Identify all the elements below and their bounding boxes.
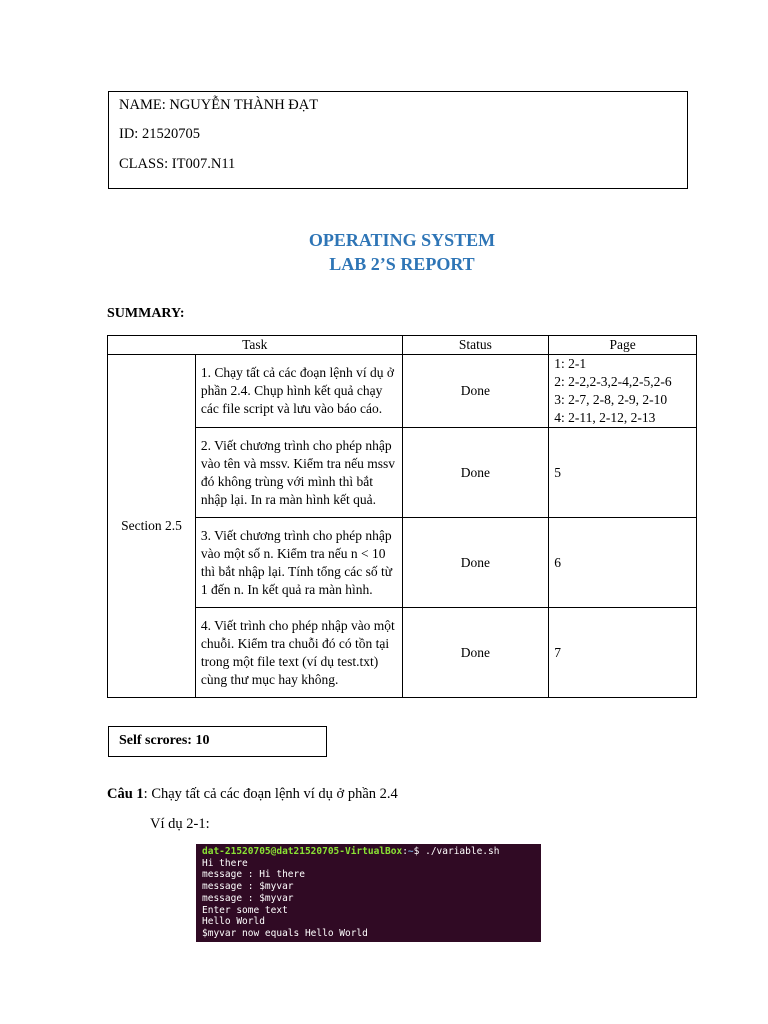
terminal-output-line: message : Hi there <box>202 869 305 881</box>
student-id: ID: 21520705 <box>119 126 200 142</box>
task-cell: 3. Viết chương trình cho phép nhập vào một số n. Kiểm tra nếu n < 10 thì bắt nhập lại. Tính tổng các số từ 1 đến n. In kết quả ra màn hình. <box>195 518 402 608</box>
question-label: Câu 1 <box>107 786 144 802</box>
header-status: Status <box>402 336 549 355</box>
page-cell <box>549 355 697 428</box>
section-cell: Section 2.5 <box>108 355 196 698</box>
terminal-output-line: message : $myvar <box>202 892 294 904</box>
terminal-prompt-user: dat-21520705@dat21520705-VirtualBox <box>202 846 403 857</box>
page-line: 2: 2-2,2-3,2-4,2-5,2-6 <box>554 374 672 389</box>
self-score-box: Self scrores: 10 <box>108 726 327 757</box>
task-cell: 2. Viết chương trình cho phép nhập vào tên và mssv. Kiểm tra nếu mssv đó không trùng với mình thì bắt nhập lại. In ra màn hình kết quả. <box>195 428 402 518</box>
terminal-prompt-path: ~ <box>407 846 414 857</box>
page-line: 1: 2-1 <box>554 356 587 371</box>
page-cell: 5 <box>549 428 697 518</box>
terminal-output-line: Hello World <box>202 916 265 928</box>
question-text: : Chạy tất cả các đoạn lệnh ví dụ ở phần 2.4 <box>143 786 398 802</box>
report-title-line1: OPERATING SYSTEM <box>308 230 496 250</box>
page-line: 3: 2-7, 2-8, 2-9, 2-10 <box>554 392 668 407</box>
student-info-box <box>108 91 688 189</box>
page-cell: 7 <box>549 608 697 698</box>
page-line: 4: 2-11, 2-12, 2-13 <box>554 410 656 425</box>
terminal-command: $ ./variable.sh <box>413 846 500 857</box>
table-row <box>108 608 697 698</box>
status-cell: Done <box>402 518 549 608</box>
example-label: Ví dụ 2-1: <box>150 816 210 832</box>
student-class: CLASS: IT007.N11 <box>119 156 236 172</box>
terminal-output-line: Enter some text <box>202 904 288 916</box>
terminal-output-line: message : $myvar <box>202 881 294 893</box>
terminal-prompt-sep: : <box>402 846 408 857</box>
status-cell: Done <box>402 355 549 428</box>
table-row <box>108 428 697 518</box>
question-1 <box>107 786 398 803</box>
task-cell: 1. Chạy tất cả các đoạn lệnh ví dụ ở phần 2.4. Chụp hình kết quả chạy các file script và lưu vào báo cáo. <box>195 355 402 428</box>
terminal-output-line: Hi there <box>202 857 248 869</box>
summary-table <box>107 335 697 698</box>
report-title-line2: LAB 2’S REPORT <box>329 254 475 274</box>
summary-heading: SUMMARY: <box>107 306 185 321</box>
status-cell: Done <box>402 608 549 698</box>
terminal-prompt-line <box>202 846 541 858</box>
header-page: Page <box>549 336 697 355</box>
page-cell: 6 <box>549 518 697 608</box>
header-task: Task <box>108 336 403 355</box>
task-cell: 4. Viết trình cho phép nhập vào một chuỗi. Kiểm tra chuỗi đó có tồn tại trong một file text (ví dụ test.txt) cùng thư mục hay không. <box>195 608 402 698</box>
table-row <box>108 518 697 608</box>
status-cell: Done <box>402 428 549 518</box>
terminal-screenshot <box>196 844 541 942</box>
table-header-row <box>108 336 697 355</box>
student-name: NAME: NGUYỄN THÀNH ĐẠT <box>119 97 319 113</box>
table-row <box>108 355 697 428</box>
terminal-output-line: $myvar now equals Hello World <box>202 927 368 939</box>
